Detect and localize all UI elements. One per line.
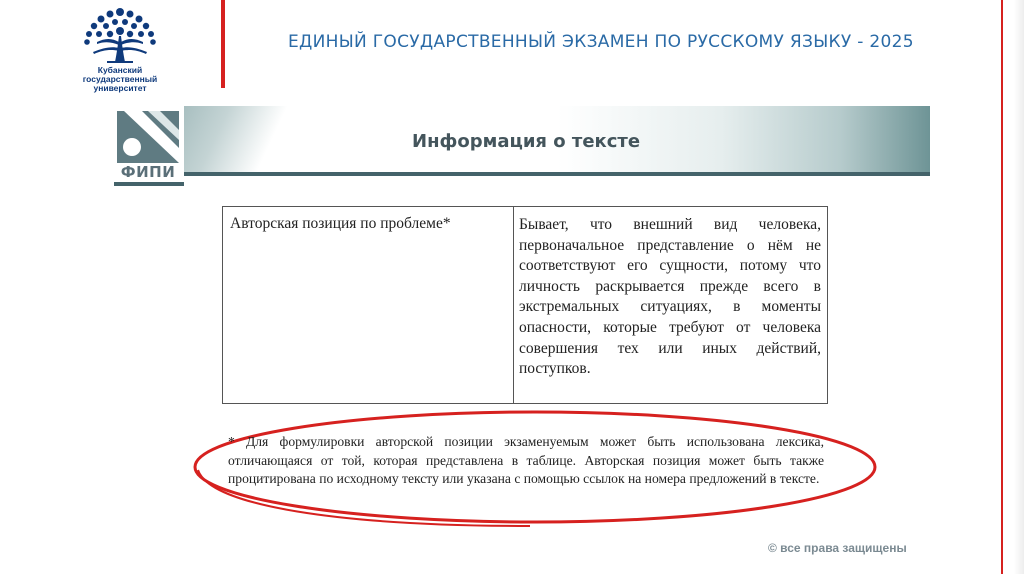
university-logo [70,4,170,96]
table-column-divider [513,207,514,403]
banner-underline [184,172,930,176]
footnote-text: * Для формулировки авторской позиции экзаменуемым может быть использована лексика, отличающаяся от той, которая представлена в таблице. Авторская позиция может быть также процитирована по исходному тексту или указана с помощью ссылок на номера предложений в тексте. [228,434,824,486]
university-name-line-3: университет [93,83,147,93]
fipi-logo-text: ФИПИ [120,163,176,181]
section-title: Информация о тексте [412,131,641,152]
university-name-line-1: Кубанский [97,65,143,75]
slide-title: ЕДИНЫЙ ГОСУДАРСТВЕННЫЙ ЭКЗАМЕН ПО РУССКОМУ ЯЗЫКУ - 2025 [288,32,914,52]
slide-edge-shade [1014,0,1024,574]
banner-stripe [184,106,384,172]
university-name [70,66,170,93]
table-cell-label: Авторская позиция по проблеме* [230,215,451,232]
tree-logo-icon [77,4,163,66]
text-info-table [222,206,828,404]
university-name-line-2: государственный [82,74,158,84]
copyright-notice: © все права защищены [768,541,907,555]
fipi-logo [114,104,184,188]
table-cell-value: Бывает, что внешний вид человека, первоначальное представление о нём не соответствуют его сущности, потому что личность раскрывается прежде всего в экстремальных ситуациях, в моменты опасности, которые требуют от человека совершения тех или иных действий, поступков. [519,216,821,378]
header-red-divider [221,0,225,88]
right-red-border [1001,0,1003,574]
